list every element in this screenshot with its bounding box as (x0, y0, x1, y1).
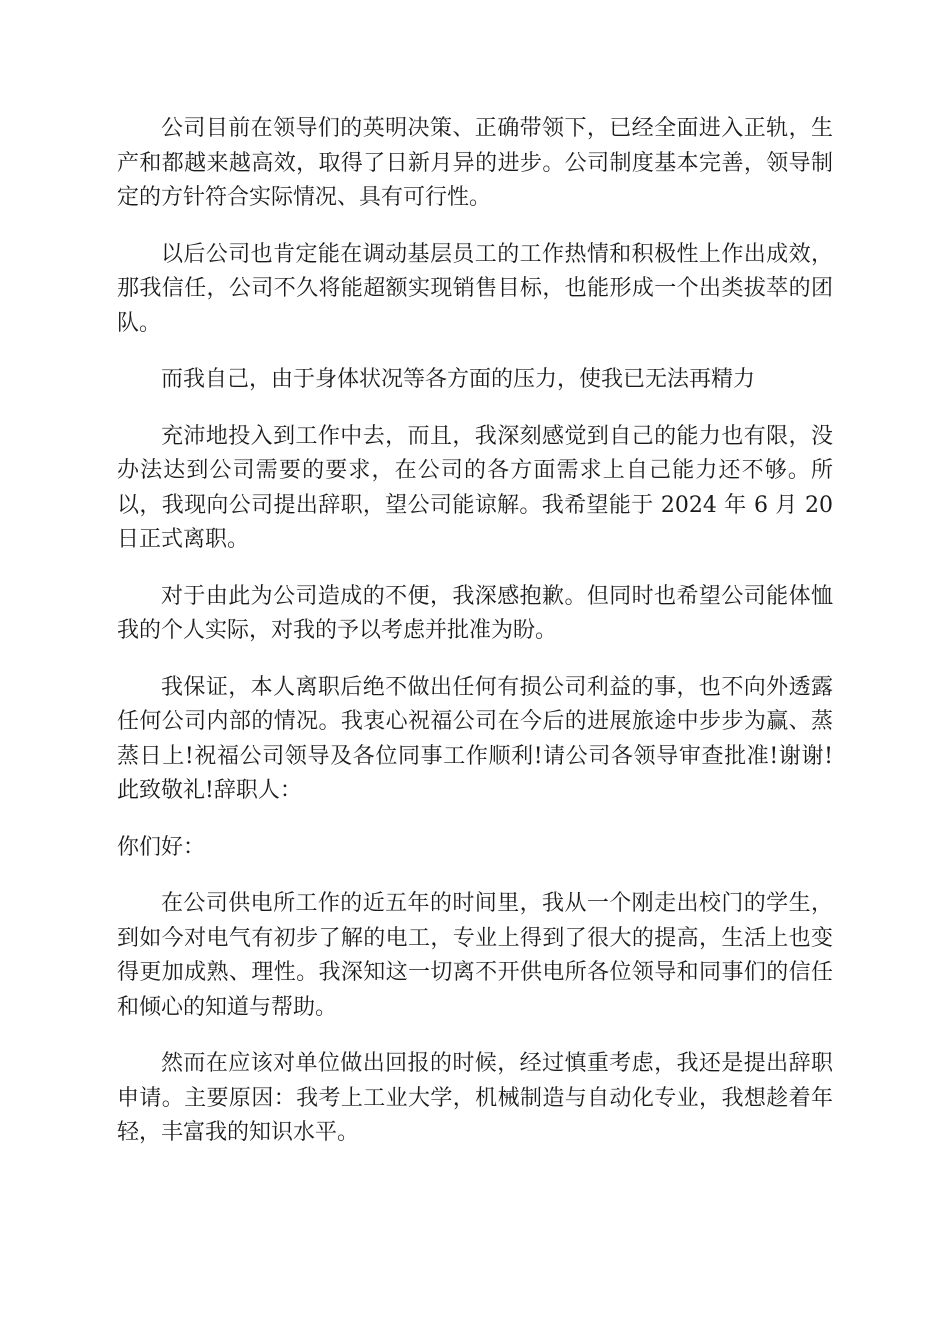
paragraph-5: 对于由此为公司造成的不便，我深感抱歉。但同时也希望公司能体恤我的个人实际，对我的予以考虑并批准为盼。 (117, 583, 833, 643)
paragraph-1: 公司目前在领导们的英明决策、正确带领下，已经全面进入正轨，生产和都越来越高效，取得了日新月异的进步。公司制度基本完善，领导制定的方针符合实际情况、具有可行性。 (117, 116, 833, 210)
paragraph-3: 而我自己，由于身体状况等各方面的压力，使我已无法再精力 (161, 367, 756, 392)
paragraph-8: 然而在应该对单位做出回报的时候，经过慎重考虑，我还是提出辞职申请。主要原因：我考上工业大学，机械制造与自动化专业，我想趁着年轻，丰富我的知识水平。 (117, 1051, 833, 1145)
paragraph-7: 在公司供电所工作的近五年的时间里，我从一个刚走出校门的学生，到如今对电气有初步了解的电工，专业上得到了很大的提高，生活上也变得更加成熟、理性。我深知这一切离不开供电所各位领导和同事们的信任和倾心的知道与帮助。 (117, 891, 833, 1020)
paragraph-4: 充沛地投入到工作中去，而且，我深刻感觉到自己的能力也有限，没办法达到公司需要的要求，在公司的各方面需求上自己能力还不够。所以，我现向公司提出辞职，望公司能谅解。我希望能于 2024 年 6 月 20 日正式离职。 (117, 423, 833, 552)
paragraph-6: 我保证，本人离职后绝不做出任何有损公司利益的事，也不向外透露任何公司内部的情况。我衷心祝福公司在今后的进展旅途中步步为赢、蒸蒸日上!祝福公司领导及各位同事工作顺利!请公司各领导审查批准!谢谢!此致敬礼!辞职人： (117, 674, 833, 803)
salutation: 你们好： (117, 834, 206, 860)
paragraph-2: 以后公司也肯定能在调动基层员工的工作热情和积极性上作出成效，那我信任，公司不久将能超额实现销售目标，也能形成一个出类拔萃的团队。 (117, 241, 833, 336)
document-body (117, 112, 833, 1173)
